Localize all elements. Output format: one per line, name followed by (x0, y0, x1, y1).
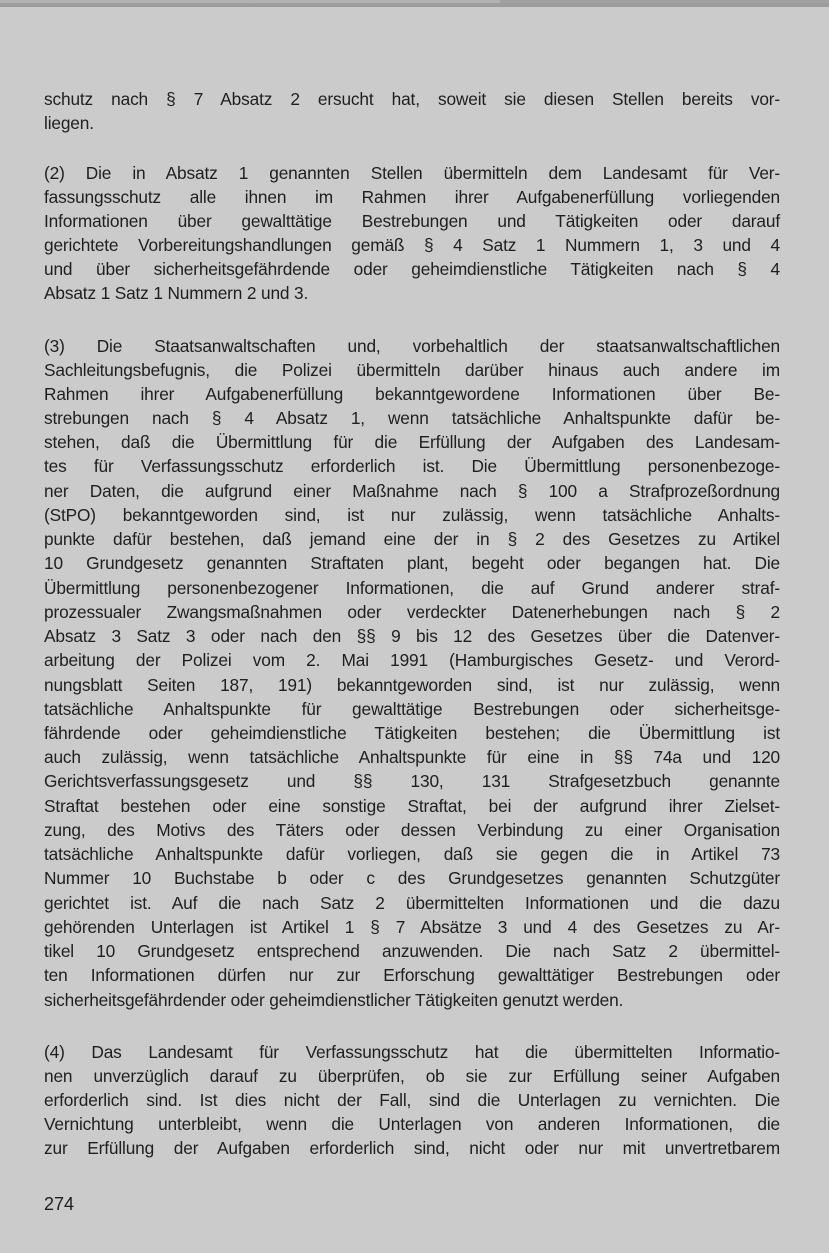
text-line: Informationen über gewalttätige Bestrebungen und Tätigkeiten oder darauf (44, 211, 780, 231)
text-line: (3) Die Staatsanwaltschaften und, vorbehaltlich der staatsanwaltschaftlichen (44, 336, 780, 356)
text-line: Straftat bestehen oder eine sonstige Straftat, bei der aufgrund ihrer Zielset- (44, 796, 780, 816)
text-line: (2) Die in Absatz 1 genannten Stellen übermitteln dem Landesamt für Ver- (44, 163, 780, 183)
text-line: schutz nach § 7 Absatz 2 ersucht hat, soweit sie diesen Stellen bereits vor- (44, 89, 780, 109)
text-line: Nummer 10 Buchstabe b oder c des Grundgesetzes genannten Schutzgüter (44, 868, 780, 888)
text-line: nen unverzüglich darauf zu überprüfen, ob sie zur Erfüllung seiner Aufgaben (44, 1066, 780, 1086)
text-line: auch zulässig, wenn tatsächliche Anhaltspunkte für eine in §§ 74a und 120 (44, 747, 780, 767)
text-line: gehörenden Unterlagen ist Artikel 1 § 7 Absätze 3 und 4 des Gesetzes zu Ar- (44, 917, 780, 937)
text-line: tes für Verfassungsschutz erforderlich ist. Die Übermittlung personenbezoge- (44, 456, 780, 476)
text-line: ten Informationen dürfen nur zur Erforschung gewalttätiger Bestrebungen oder (44, 965, 780, 985)
text-line: Absatz 3 Satz 3 oder nach den §§ 9 bis 12 des Gesetzes über die Datenver- (44, 626, 780, 646)
text-line: und über sicherheitsgefährdende oder geheimdienstliche Tätigkeiten nach § 4 (44, 259, 780, 279)
text-line: 10 Grundgesetz genannten Straftaten plant, begeht oder begangen hat. Die (44, 553, 780, 573)
text-line: (StPO) bekanntgeworden sind, ist nur zulässig, wenn tatsächliche Anhalts- (44, 505, 780, 525)
text-line: Übermittlung personenbezogener Informationen, die auf Grund anderer straf- (44, 578, 780, 598)
text-line: (4) Das Landesamt für Verfassungsschutz hat die übermittelten Informatio- (44, 1042, 780, 1062)
text-line: erforderlich sind. Ist dies nicht der Fall, sind die Unterlagen zu vernichten. Die (44, 1090, 780, 1110)
text-line: stehen, daß die Übermittlung für die Erfüllung der Aufgaben des Landesam- (44, 432, 780, 452)
text-line: gerichtet ist. Auf die nach Satz 2 übermittelten Informationen und die dazu (44, 893, 780, 913)
page-number: 274 (44, 1194, 75, 1214)
text-line: Gerichtsverfassungsgesetz und §§ 130, 131 Strafgesetzbuch genannte (44, 771, 780, 791)
text-line: Vernichtung unterbleibt, wenn die Unterlagen von anderen Informationen, die (44, 1114, 780, 1134)
text-line: prozessualer Zwangsmaßnahmen oder verdeckter Datenerhebungen nach § 2 (44, 602, 780, 622)
text-line: Rahmen ihrer Aufgabenerfüllung bekanntgewordene Informationen über Be- (44, 384, 780, 404)
text-line: ner Daten, die aufgrund einer Maßnahme nach § 100 a Strafprozeßordnung (44, 481, 780, 501)
scan-top-edge-highlight (0, 0, 500, 3)
text-line: zur Erfüllung der Aufgaben erforderlich sind, nicht oder nur mit unvertretbarem (44, 1138, 780, 1158)
text-line: arbeitung der Polizei vom 2. Mai 1991 (Hamburgisches Gesetz- und Verord- (44, 650, 780, 670)
text-line: liegen. (44, 113, 94, 133)
text-line: punkte dafür bestehen, daß jemand eine der in § 2 des Gesetzes zu Artikel (44, 529, 780, 549)
text-line: tikel 10 Grundgesetz entsprechend anzuwenden. Die nach Satz 2 übermittel- (44, 941, 780, 961)
text-line: fährdende oder geheimdienstliche Tätigkeiten bestehen; die Übermittlung ist (44, 723, 780, 743)
text-line: fassungsschutz alle ihnen im Rahmen ihrer Aufgabenerfüllung vorliegenden (44, 187, 780, 207)
text-line: tatsächliche Anhaltspunkte für gewalttätige Bestrebungen oder sicherheitsge- (44, 699, 780, 719)
text-line: gerichtete Vorbereitungshandlungen gemäß § 4 Satz 1 Nummern 1, 3 und 4 (44, 235, 780, 255)
text-line: nungsblatt Seiten 187, 191) bekanntgeworden sind, ist nur zulässig, wenn (44, 675, 780, 695)
text-line: tatsächliche Anhaltspunkte dafür vorliegen, daß sie gegen die in Artikel 73 (44, 844, 780, 864)
text-line: strebungen nach § 4 Absatz 1, wenn tatsächliche Anhaltspunkte dafür be- (44, 408, 780, 428)
text-line: zung, des Motivs des Täters oder dessen Verbindung zu einer Organisation (44, 820, 780, 840)
text-line: Sachleitungsbefugnis, die Polizei übermitteln darüber hinaus auch andere im (44, 360, 780, 380)
text-line: Absatz 1 Satz 1 Nummern 2 und 3. (44, 283, 309, 303)
text-line: sicherheitsgefährdender oder geheimdienstlicher Tätigkeiten genutzt werden. (44, 990, 624, 1010)
